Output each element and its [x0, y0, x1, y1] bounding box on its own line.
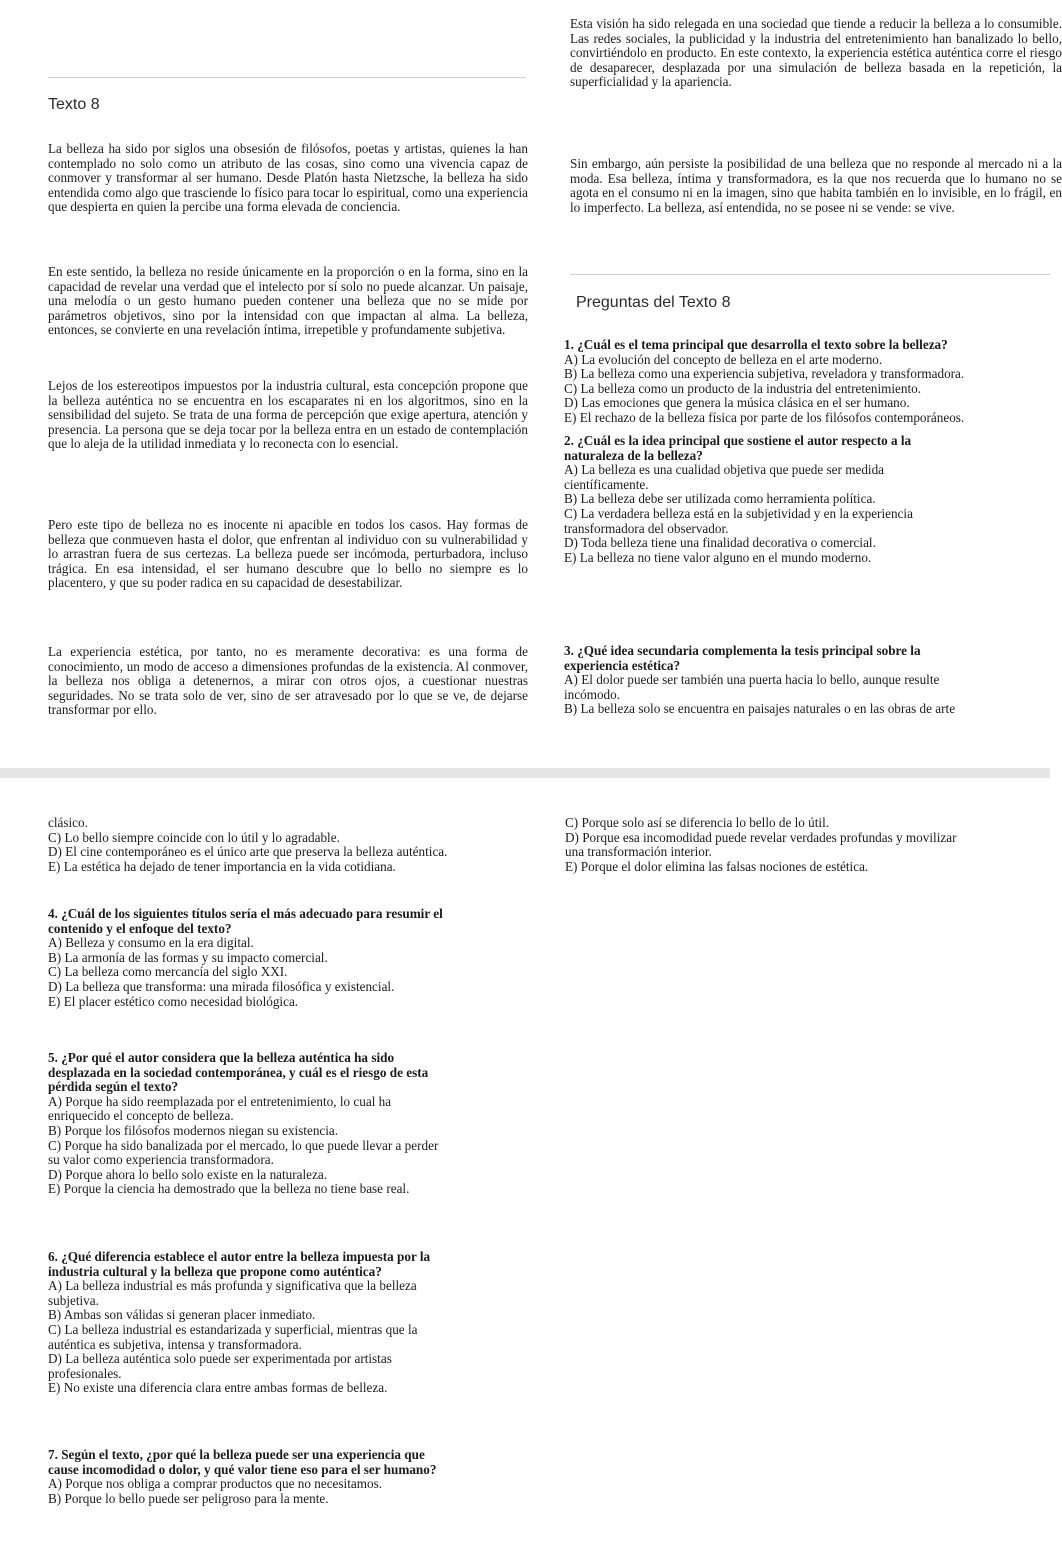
question-7-option-b[interactable]: B) Porque lo bello puede ser peligroso para la mente.	[48, 1490, 329, 1506]
texto-paragraph-5: La experiencia estética, por tanto, no es meramente decorativa: es una forma de conocimiento, un modo de acceso a dimensiones profundas de la existencia. Al conmover, la belleza nos obliga a detenernos, a mirar con otros ojos, a cuestionar nuestras seguridades. No se trata solo de ver, sino de ser atravesado por lo que se ve, de dejarse transformar por ello.	[48, 644, 528, 718]
question-1-option-a[interactable]: A) La evolución del concepto de belleza en el arte moderno.	[564, 351, 883, 367]
question-3-text-line: 3. ¿Qué idea secundaria complementa la tesis principal sobre la	[564, 643, 921, 658]
question-5-option-b[interactable]: B) Porque los filósofos modernos niegan su existencia.	[48, 1122, 339, 1138]
question-1-option-d[interactable]: D) Las emociones que genera la música clásica en el ser humano.	[564, 395, 910, 411]
question-5-option-a-cont[interactable]: enriquecido el concepto de belleza.	[48, 1108, 234, 1124]
question-6-option-c[interactable]: C) La belleza industrial es estandarizada y superficial, mientras que la	[48, 1321, 418, 1337]
question-1-option-b[interactable]: B) La belleza como una experiencia subjetiva, reveladora y transformadora.	[564, 366, 965, 382]
texto-paragraph-2: En este sentido, la belleza no reside únicamente en la proporción o en la forma, sino en la capacidad de revelar una verdad que el intelecto por sí solo no puede alcanzar. Un paisaje, una melodía o un gesto humano pueden contener una belleza que no se mide por parámetros objetivos, sino por la intensidad con que impactan al alma. La belleza, entonces, se convierte en una revelación íntima, irrepetible y profundamente subjetiva.	[48, 264, 528, 338]
question-4	[48, 907, 443, 1009]
question-6-option-b[interactable]: B) Ambas son válidas si generan placer inmediato.	[48, 1307, 316, 1323]
question-4-option-e[interactable]: E) El placer estético como necesidad biológica.	[48, 993, 299, 1009]
question-1-option-c[interactable]: C) La belleza como un producto de la industria del entretenimiento.	[564, 380, 922, 396]
question-3-option-b[interactable]: B) La belleza solo se encuentra en paisajes naturales o en las obras de arte	[564, 701, 956, 717]
question-7-text-line: cause incomodidad o dolor, y qué valor tiene eso para el ser humano?	[48, 1461, 437, 1477]
question-2-option-e[interactable]: E) La belleza no tiene valor alguno en el mundo moderno.	[564, 549, 872, 565]
top-left-rule	[48, 77, 526, 78]
question-2-option-d[interactable]: D) Toda belleza tiene una finalidad decorativa o comercial.	[564, 535, 876, 551]
question-4-option-a[interactable]: A) Belleza y consumo en la era digital.	[48, 935, 254, 951]
question-2-option-a[interactable]: A) La belleza es una cualidad objetiva que puede ser medida	[564, 462, 885, 478]
question-6-option-a[interactable]: A) La belleza industrial es más profunda y significativa que la belleza	[48, 1278, 417, 1294]
preguntas-title: Preguntas del Texto 8	[576, 294, 731, 311]
texto-paragraph-6: Esta visión ha sido relegada en una sociedad que tiende a reducir la belleza a lo consumible. Las redes sociales, la publicidad y la industria del entretenimiento han banalizado lo bello, convirtiéndolo en producto. En este contexto, la experiencia estética auténtica corre el riesgo de desaparecer, desplazada por una simulación de belleza basada en la repetición, la superficialidad y la apariencia.	[570, 16, 1062, 90]
texto-paragraph-4: Pero este tipo de belleza no es inocente ni apacible en todos los casos. Hay formas de belleza que conmueven hasta el dolor, que enfrentan al individuo con su vulnerabilidad y lo arrastran fuera de sus certezas. La belleza puede ser incómoda, perturbadora, incluso trágica. En esa intensidad, el ser humano descubre que lo bello no siempre es lo placentero, y que su poder radica en su capacidad de desestabilizar.	[48, 517, 528, 591]
question-6-text-line: industria cultural y la belleza que propone como auténtica?	[48, 1263, 382, 1279]
texto-paragraph-1: La belleza ha sido por siglos una obsesión de filósofos, poetas y artistas, quienes la han contemplado no solo como un atributo de las cosas, sino como una vivencia capaz de conmover y transformar al ser humano. Desde Platón hasta Nietzsche, la belleza ha sido entendida como algo que trasciende lo físico para tocar lo espiritual, como una experiencia que despierta en quien la percibe una forma elevada de conciencia.	[48, 141, 528, 215]
texto-paragraph-7: Sin embargo, aún persiste la posibilidad de una belleza que no responde al mercado ni a la moda. Esa belleza, íntima y transformadora, es la que nos recuerda que lo humano no se agota en el consumo ni en la imagen, sino que habita también en lo invisible, en lo frágil, en lo imperfecto. La belleza, así entendida, no se posee ni se vende: se vive.	[570, 156, 1062, 215]
question-7-option-e[interactable]: E) Porque el dolor elimina las falsas nociones de estética.	[565, 858, 869, 874]
question-5-option-d[interactable]: D) Porque ahora lo bello solo existe en la naturaleza.	[48, 1166, 328, 1182]
question-1	[564, 338, 964, 426]
question-3-option-a-cont[interactable]: incómodo.	[564, 686, 621, 702]
question-2-text-line: naturaleza de la belleza?	[564, 447, 703, 463]
question-2-option-b[interactable]: B) La belleza debe ser utilizada como herramienta política.	[564, 491, 876, 507]
right-column-clip	[564, 0, 1062, 768]
question-5	[48, 1051, 438, 1197]
question-4-option-d[interactable]: D) La belleza que transforma: una mirada filosófica y existencial.	[48, 978, 395, 994]
question-7-option-d[interactable]: D) Porque esa incomodidad puede revelar verdades profundas y movilizar	[565, 829, 957, 845]
question-4-option-c[interactable]: C) La belleza como mercancía del siglo XXI.	[48, 964, 288, 980]
question-3-continued	[48, 816, 447, 874]
question-7-text-line: 7. Según el texto, ¿por qué la belleza puede ser una experiencia que	[48, 1447, 425, 1462]
question-3-text-line: experiencia estética?	[564, 657, 681, 673]
question-5-option-e[interactable]: E) Porque la ciencia ha demostrado que la belleza no tiene base real.	[48, 1181, 410, 1197]
question-5-text-line: 5. ¿Por qué el autor considera que la belleza auténtica ha sido	[48, 1050, 395, 1065]
question-6-option-a-cont[interactable]: subjetiva.	[48, 1292, 99, 1308]
question-2	[564, 434, 913, 565]
question-3	[564, 644, 955, 717]
question-4-option-b[interactable]: B) La armonía de las formas y su impacto comercial.	[48, 949, 328, 965]
question-6-option-c-cont[interactable]: auténtica es subjetiva, intensa y transformadora.	[48, 1336, 302, 1352]
question-5-text-line: desplazada en la sociedad contemporánea, y cuál es el riesgo de esta	[48, 1064, 429, 1080]
question-4-text-line: contenido y el enfoque del texto?	[48, 920, 232, 936]
question-2-text-line: 2. ¿Cuál es la idea principal que sostiene el autor respecto a la	[564, 433, 912, 448]
question-6	[48, 1250, 430, 1396]
question-6-option-d-cont[interactable]: profesionales.	[48, 1365, 122, 1381]
question-6-option-e[interactable]: E) No existe una diferencia clara entre ambas formas de belleza.	[48, 1380, 388, 1396]
question-2-option-c-cont[interactable]: transformadora del observador.	[564, 520, 729, 536]
question-6-text-line: 6. ¿Qué diferencia establece el autor entre la belleza impuesta por la	[48, 1249, 431, 1264]
question-1-text: 1. ¿Cuál es el tema principal que desarrolla el texto sobre la belleza?	[564, 337, 948, 352]
question-6-option-d[interactable]: D) La belleza auténtica solo puede ser experimentada por artistas	[48, 1351, 392, 1367]
question-3-option-d[interactable]: D) El cine contemporáneo es el único arte que preserva la belleza auténtica.	[48, 844, 448, 860]
question-7-option-a[interactable]: A) Porque nos obliga a comprar productos que no necesitamos.	[48, 1476, 383, 1492]
question-1-option-e[interactable]: E) El rechazo de la belleza física por parte de los filósofos contemporáneos.	[564, 409, 965, 425]
texto-title: Texto 8	[48, 96, 100, 113]
question-4-text-line: 4. ¿Cuál de los siguientes títulos sería el más adecuado para resumir el	[48, 906, 443, 921]
texto-paragraph-3: Lejos de los estereotipos impuestos por la industria cultural, esta concepción propone que la belleza auténtica no se encuentra en los escaparates ni en los algoritmos, sino en la sensibilidad del sujeto. Se trata de una forma de percepción que exige apertura, atención y presencia. La persona que se deja tocar por la belleza entra en un estado de contemplación que lo aleja de la utilidad inmediata y lo reconecta con lo esencial.	[48, 378, 528, 452]
question-3-option-a[interactable]: A) El dolor puede ser también una puerta hacia lo bello, aunque resulte	[564, 672, 940, 688]
question-3-option-c[interactable]: C) Lo bello siempre coincide con lo útil y lo agradable.	[48, 829, 340, 845]
page-separator	[0, 768, 1050, 778]
question-3-option-e[interactable]: E) La estética ha dejado de tener importancia en la vida cotidiana.	[48, 858, 396, 874]
question-7-continued	[565, 816, 956, 874]
question-3-option-b-cont[interactable]: clásico.	[48, 815, 88, 830]
question-7	[48, 1448, 436, 1506]
top-right-rule	[570, 274, 1050, 275]
question-5-text-line: pérdida según el texto?	[48, 1079, 179, 1095]
question-5-option-a[interactable]: A) Porque ha sido reemplazada por el entretenimiento, lo cual ha	[48, 1093, 392, 1109]
question-2-option-a-cont[interactable]: científicamente.	[564, 476, 649, 492]
question-5-option-c-cont[interactable]: su valor como experiencia transformadora.	[48, 1152, 274, 1168]
question-2-option-c[interactable]: C) La verdadera belleza está en la subjetividad y en la experiencia	[564, 505, 913, 521]
question-7-option-c[interactable]: C) Porque solo así se diferencia lo bello de lo útil.	[565, 815, 830, 830]
question-7-option-d-cont[interactable]: una transformación interior.	[565, 844, 712, 860]
question-5-option-c[interactable]: C) Porque ha sido banalizada por el mercado, lo que puede llevar a perder	[48, 1137, 439, 1153]
